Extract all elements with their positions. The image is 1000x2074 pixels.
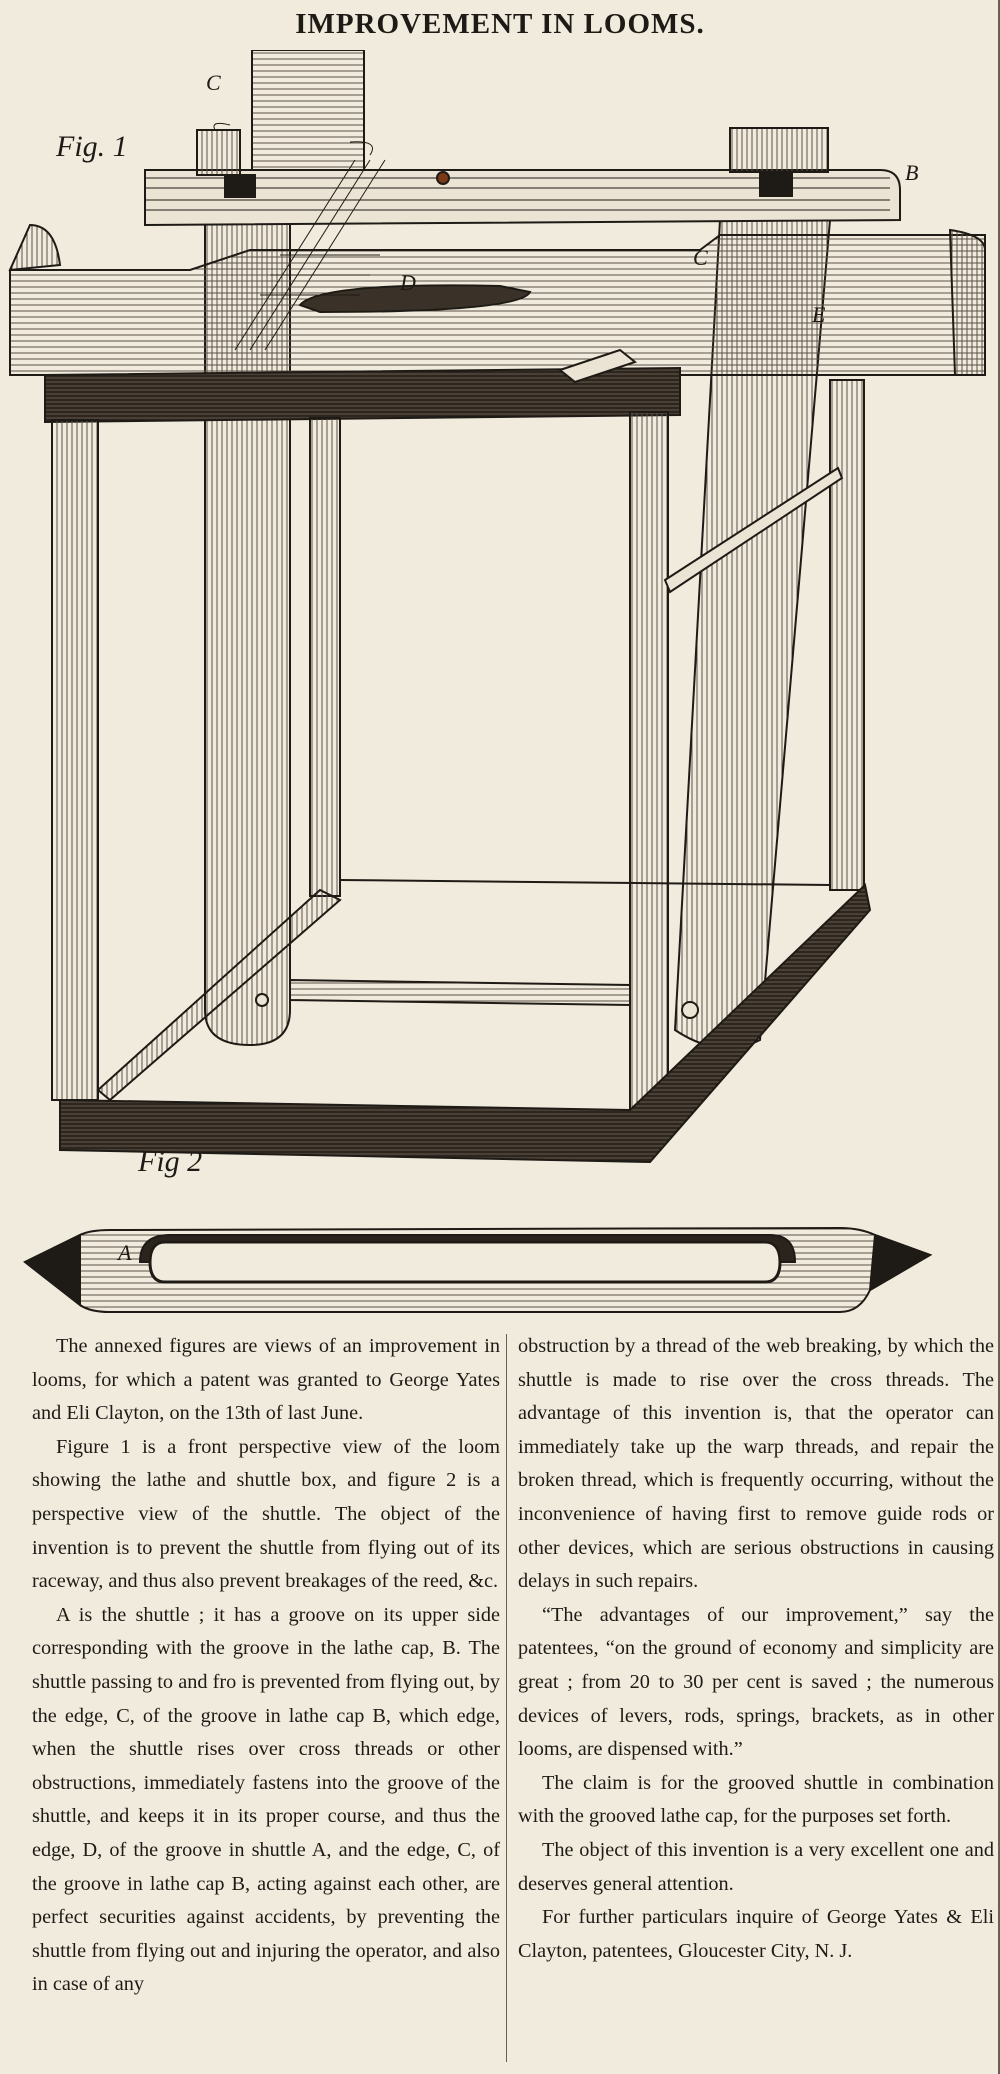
- paragraph: obstruction by a thread of the web breaking, by which the shuttle is made to rise over the cross threads. The advantage of this invention is, that the operator can immediately take up the warp threads, and repair the broken thread, which is frequently occurring, without the inconvenience of having first to remove guide rods or other devices, which are serious obstructions in causing delays in such repairs.: [518, 1335, 994, 1593]
- fig1-label: Fig. 1: [56, 130, 128, 163]
- article-column-left: [32, 1330, 500, 2002]
- frame-leg-front-left: [52, 420, 98, 1100]
- shuttle-eye: [150, 1242, 780, 1282]
- frame-leg-front-right: [630, 412, 668, 1112]
- frame-leg-back-left: [310, 418, 340, 896]
- letter-C: C: [693, 245, 708, 270]
- paragraph: “The advantages of our improvement,” say the patentees, “on the ground of economy and simplicity are great ; from 20 to 30 per cent is saved ; the numerous devices of levers, rods, springs, brackets, as in other looms, are dispensed with.”: [518, 1603, 994, 1761]
- article-column-right: [518, 1330, 994, 1968]
- paragraph: A is the shuttle ; it has a groove on its upper side corresponding with the groove in the lathe cap, B. The shuttle passing to and fro is prevented from flying out, by the edge, C, of the groove in lathe cap B, which edge, when the shuttle rises over cross threads or other obstructions, immediately fastens into the groove of the shuttle, and keeps it in its proper course, and thus the edge, D, of the groove in shuttle A, and the edge, C, of the groove in lathe cap B, acting against each other, are perfect securities against accidents, by preventing the shuttle from flying out and injuring the operator, and also in case of any: [32, 1603, 500, 1996]
- paragraph: The claim is for the grooved shuttle in combination with the grooved lathe cap, for the purposes set forth.: [518, 1771, 994, 1828]
- lathe-E: [10, 235, 985, 375]
- fig2-label: Fig 2: [138, 1145, 203, 1178]
- paragraph: The annexed figures are views of an improvement in looms, for which a patent was granted to George Yates and Eli Clayton, on the 13th of last June.: [32, 1335, 500, 1425]
- paragraph: For further particulars inquire of George Yates & Eli Clayton, patentees, Gloucester City, N. J.: [518, 1906, 994, 1962]
- paragraph: The object of this invention is a very excellent one and deserves general attention.: [518, 1838, 994, 1895]
- letter-A: A: [118, 1240, 132, 1265]
- letter-C-top: C: [206, 70, 221, 95]
- paragraph: Figure 1 is a front perspective view of the loom showing the lathe and shuttle box, and figure 2 is a perspective view of the shuttle. The object of the invention is to prevent the shuttle from flying out of its raceway, and thus also prevent breakages of the reed, &c.: [32, 1435, 500, 1593]
- heddle-block: [252, 50, 364, 170]
- article-title: IMPROVEMENT IN LOOMS.: [295, 8, 705, 40]
- letter-D: D: [400, 270, 416, 295]
- loom-illustration: [0, 50, 1000, 1330]
- letter-B: B: [905, 160, 919, 185]
- letter-E: E: [812, 302, 826, 327]
- frame-leg-back-right: [830, 380, 864, 890]
- fig2-shuttle: [25, 1228, 930, 1312]
- fig1-loom: [10, 50, 985, 1162]
- column-rule: [506, 1334, 507, 2062]
